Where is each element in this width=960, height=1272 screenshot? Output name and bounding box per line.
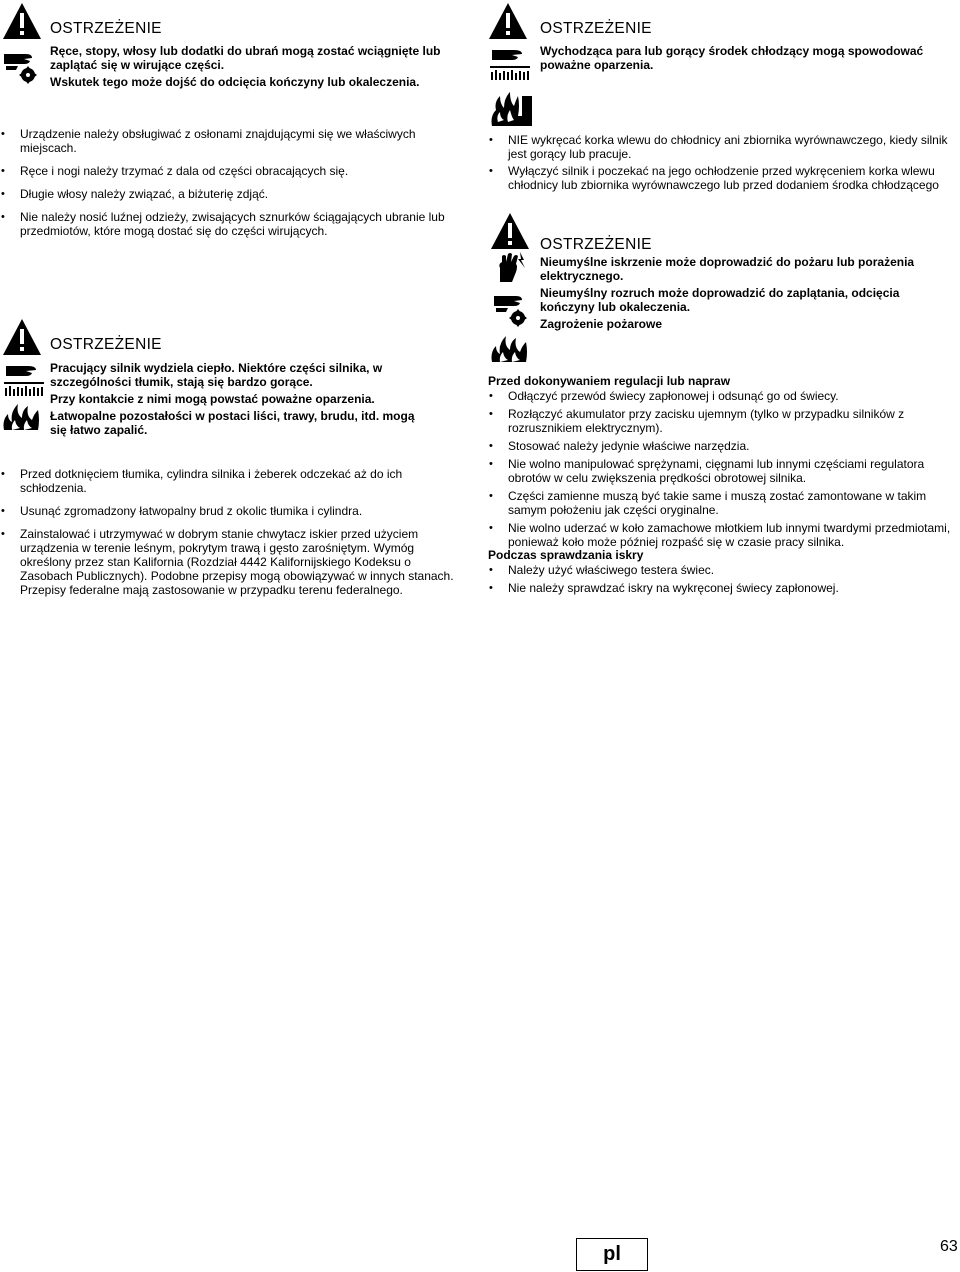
list-item: • NIE wykręcać korka wlewu do chłodnicy ani zbiornika wyrównawczego, kiedy silnik jest gorący lub pracuje. [488, 133, 953, 161]
hand-entanglement-icon [492, 288, 534, 330]
warning-line: Nieumyślne iskrzenie może doprowadzić do pożaru lub porażenia elektrycznego. [540, 255, 915, 283]
page-number: 63 [940, 1238, 958, 1255]
bullet-list-muffler [0, 467, 460, 597]
warning-line: Pracujący silnik wydziela ciepło. Niektóre części silnika, w szczególności tłumik, stają się bardzo gorące. [50, 361, 383, 389]
electric-shock-icon [494, 250, 526, 284]
list-item: • Należy użyć właściwego testera świec. [488, 563, 953, 577]
list-item: • Stosować należy jedynie właściwe narzędzia. [488, 439, 953, 453]
warning-title: OSTRZEŻENIE [540, 236, 652, 253]
list-item: • Ręce i nogi należy trzymać z dala od części obracających się. [0, 164, 460, 178]
warning-text [540, 255, 940, 331]
hot-surface-hand-icon [488, 44, 532, 82]
list-item: • Urządzenie należy obsługiwać z osłonami znajdującymi się we właściwych miejscach. [0, 127, 460, 155]
list-item: • Zainstalować i utrzymywać w dobrym stanie chwytacz iskier przed użyciem urządzenia w terenie leśnym, pokrytym trawą i gęsto zarośniętym. Wymóg określony przez stan Kalifornia (Rozdział 4442 Kalifornijskiego Kodeksu o Zasobach Publicznych). Podobne przepisy mogą obowiązywać w innych stanach. Przepisy federalne mają zastosowanie w przypadku terenu federalnego. [0, 527, 460, 597]
list-item: • Długie włosy należy związać, a biżuterię zdjąć. [0, 187, 460, 201]
warning-text [50, 44, 450, 89]
bullet-list-rotating-parts [0, 127, 460, 238]
list-item: • Odłączyć przewód świecy zapłonowej i odsunąć go od świecy. [488, 389, 953, 403]
warning-triangle-icon [2, 2, 42, 40]
warning-title: OSTRZEŻENIE [50, 336, 162, 353]
steam-burn-icon [488, 88, 536, 128]
warning-text [50, 361, 430, 437]
fire-hazard-icon [490, 334, 530, 364]
hand-entanglement-icon [2, 44, 44, 86]
warning-text: Wychodząca para lub gorący środek chłodzący mogą spowodować poważne oparzenia. [540, 44, 924, 72]
hot-surface-hand-icon [2, 360, 46, 398]
fire-hazard-icon [2, 402, 42, 432]
list-item: • Rozłączyć akumulator przy zacisku ujemnym (tylko w przypadku silników z rozrusznikiem elektrycznym). [488, 407, 953, 435]
list-item: • Nie wolno manipulować sprężynami, cięgnami lub innymi częściami regulatora obrotów w celu zwiększenia prędkości obrotowej silnika. [488, 457, 953, 485]
section-heading-repair: Przed dokonywaniem regulacji lub napraw [488, 374, 731, 388]
warning-line: Zagrożenie pożarowe [540, 317, 663, 331]
list-item: • Nie wolno uderzać w koło zamachowe młotkiem lub innymi twardymi przedmiotami, ponieważ koło może później rozpaść się w czasie pracy silnika. [488, 521, 953, 549]
list-item: • Przed dotknięciem tłumika, cylindra silnika i żeberek odczekać aż do ich schłodzenia. [0, 467, 460, 495]
language-code-box: pl [576, 1238, 648, 1271]
warning-title: OSTRZEŻENIE [50, 20, 162, 37]
list-item: • Nie należy sprawdzać iskry na wykręconej świecy zapłonowej. [488, 581, 953, 595]
list-item: • Usunąć zgromadzony łatwopalny brud z okolic tłumika i cylindra. [0, 504, 460, 518]
warning-line: Łatwopalne pozostałości w postaci liści, trawy, brudu, itd. mogą się łatwo zapalić. [50, 409, 415, 437]
warning-line: Wskutek tego może dojść do odcięcia kończyny lub okaleczenia. [50, 75, 420, 89]
warning-triangle-icon [490, 212, 530, 250]
warning-line: Przy kontakcie z nimi mogą powstać poważne oparzenia. [50, 392, 375, 406]
list-item: • Nie należy nosić luźnej odzieży, zwisających sznurków ściągających ubranie lub przedmiotów, które mogą dostać się do części wirujących. [0, 210, 460, 238]
bullet-list-repair [488, 389, 953, 549]
list-item: • Wyłączyć silnik i poczekać na jego ochłodzenie przed wykręceniem korka wlewu chłodnicy lub zbiornika wyrównawczego lub przed dodaniem środka chłodzącego [488, 164, 953, 192]
bullet-list-spark [488, 563, 953, 595]
list-item: • Części zamienne muszą być takie same i muszą zostać zamontowane w takim samym położeniu jak części oryginalne. [488, 489, 953, 517]
section-heading-spark: Podczas sprawdzania iskry [488, 548, 644, 562]
warning-triangle-icon [2, 318, 42, 356]
warning-line: Nieumyślny rozruch może doprowadzić do zaplątania, odcięcia kończyny lub okaleczenia. [540, 286, 900, 314]
warning-title: OSTRZEŻENIE [540, 20, 652, 37]
warning-triangle-icon [488, 2, 528, 40]
bullet-list-coolant [488, 133, 953, 192]
warning-line: Ręce, stopy, włosy lub dodatki do ubrań mogą zostać wciągnięte lub zaplątać się w wirujące części. [50, 44, 441, 72]
